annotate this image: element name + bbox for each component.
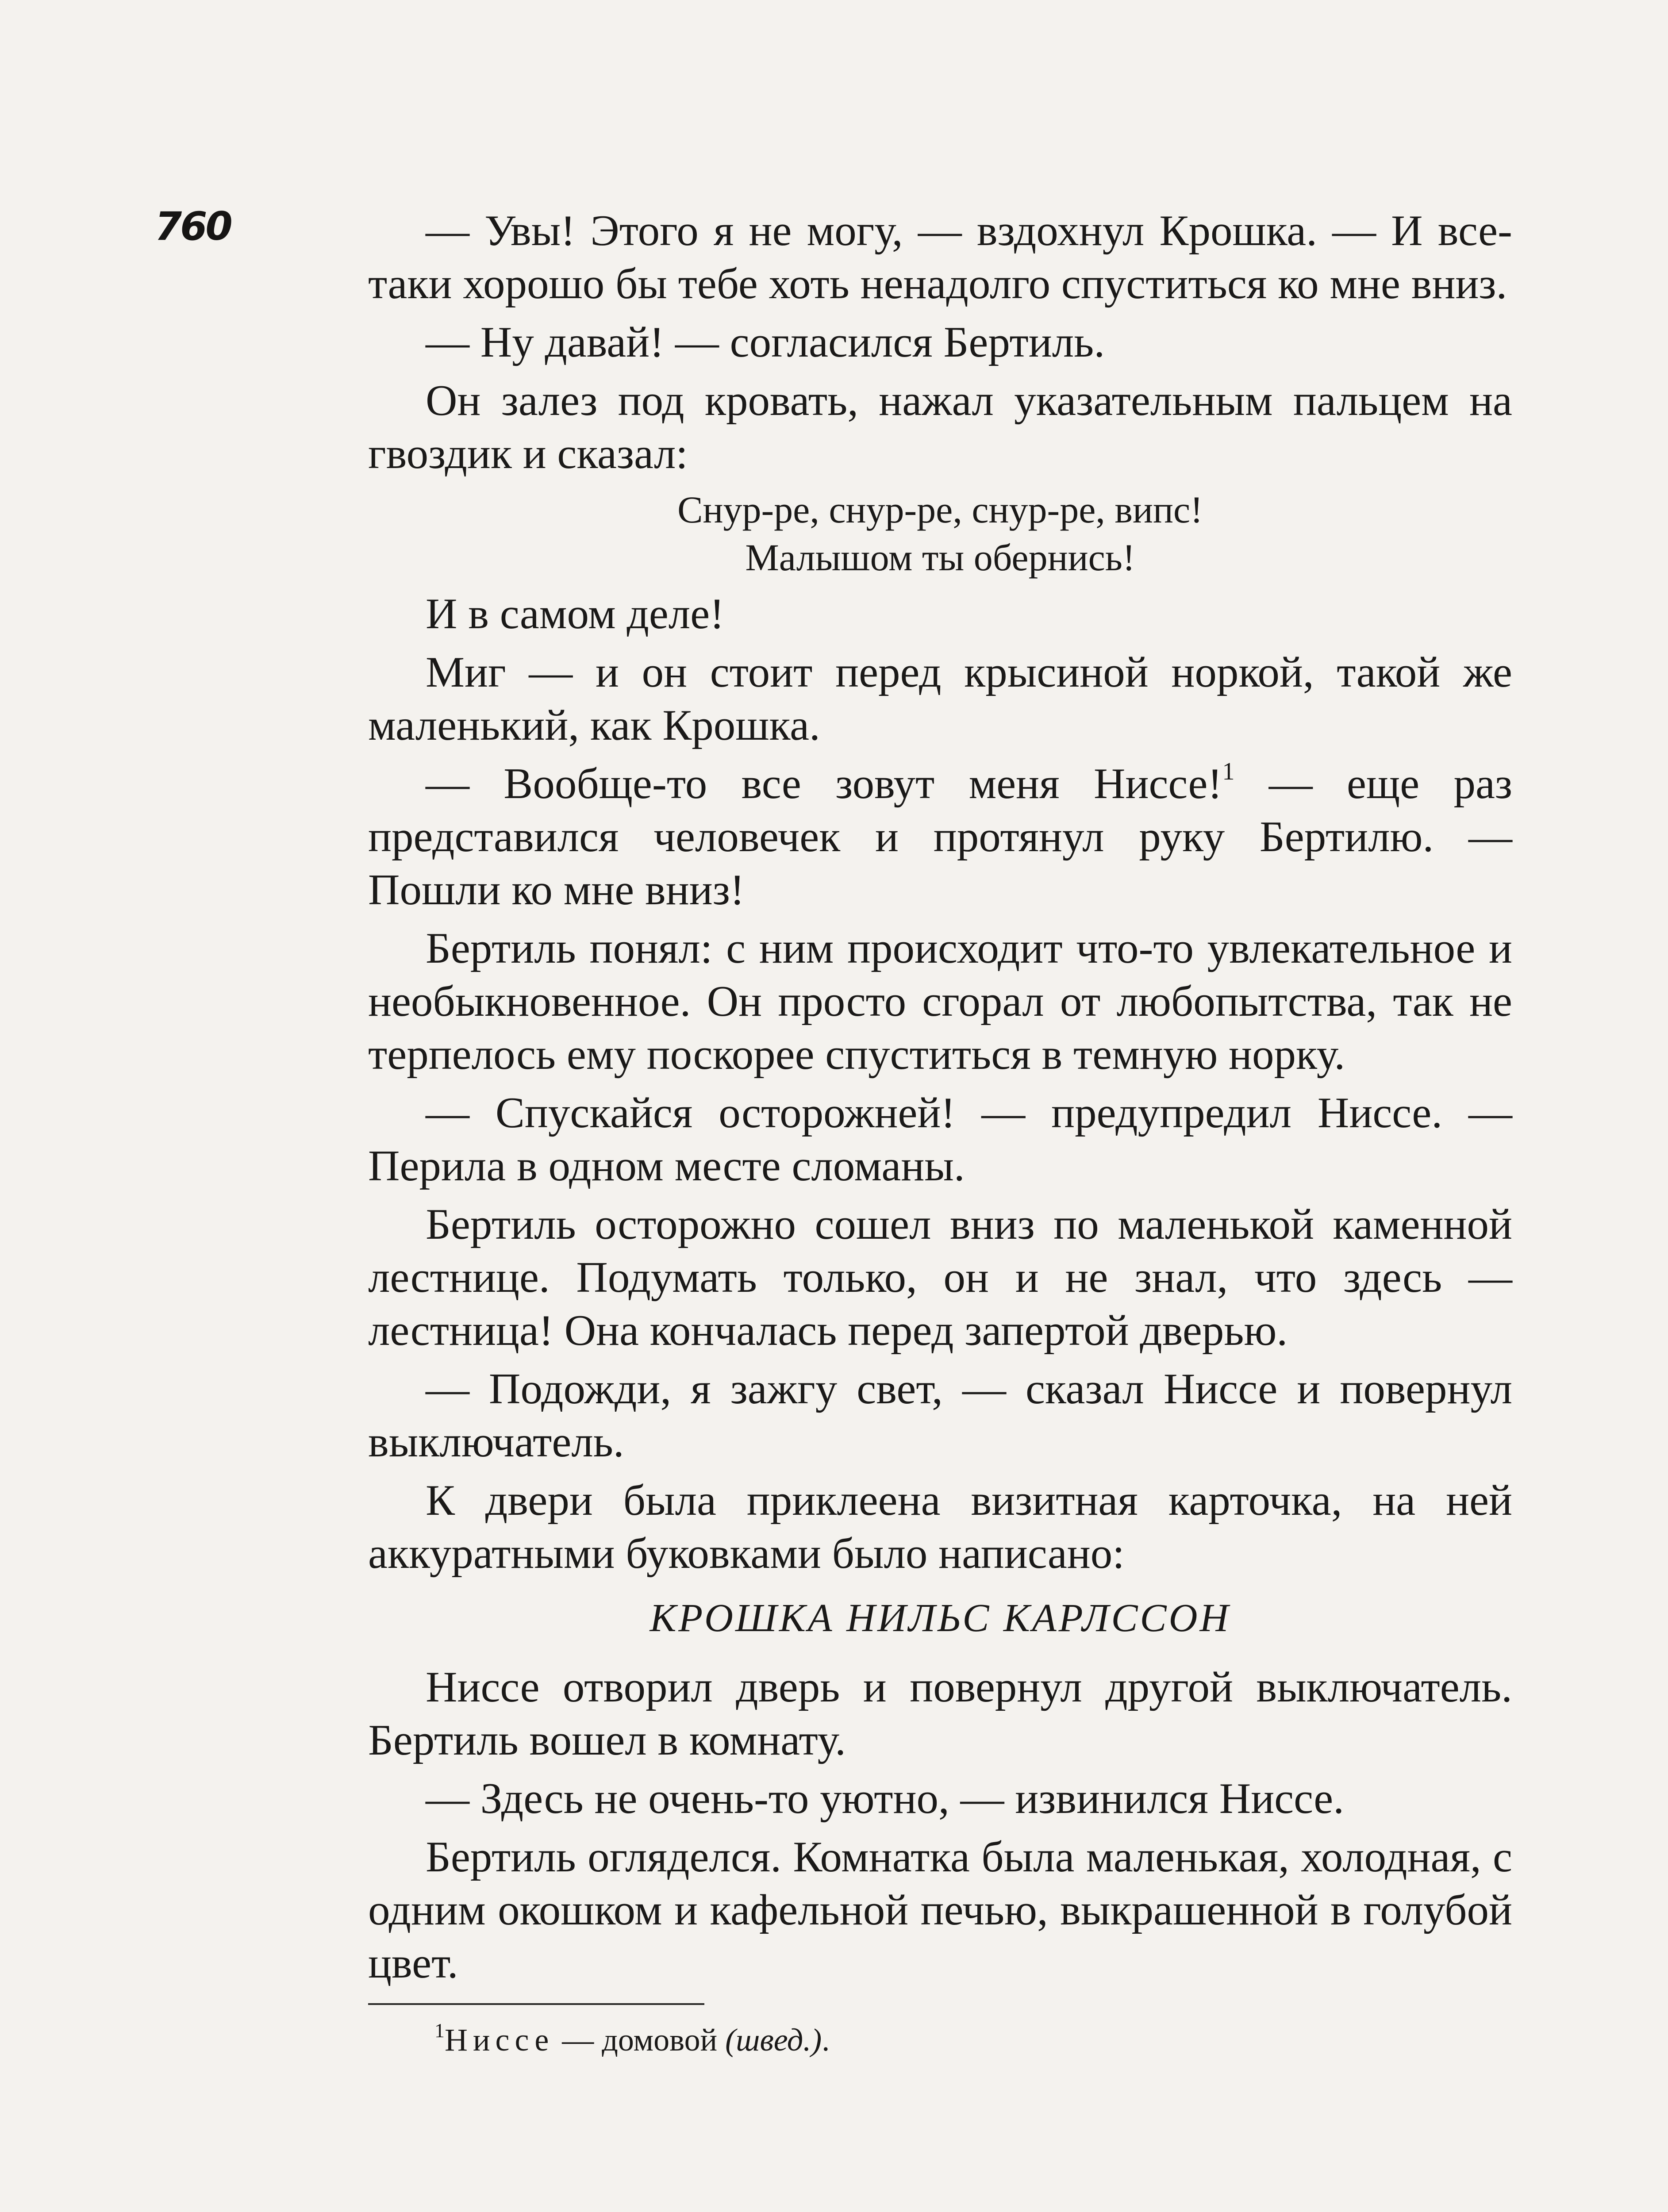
paragraph: Бертиль огляделся. Комнатка была маленькая, холодная, с одним окошком и кафельной печью, выкрашенной в голубой цвет. — [368, 1833, 1512, 1987]
paragraph: Бертиль осторожно сошел вниз по маленькой каменной лестнице. Подумать только, он и не знал, что здесь — лестница! Она кончалась перед запертой дверью. — [368, 1200, 1512, 1355]
page-number: 760 — [155, 204, 231, 249]
paragraph: — Спускайся осторожней! — предупредил Ниссе. — Перила в одном месте сломаны. — [368, 1089, 1512, 1190]
paragraph: К двери была приклеена визитная карточка, на ней аккуратными буковками было написано: — [368, 1476, 1512, 1578]
paragraph: И в самом деле! — [426, 590, 725, 638]
paragraph: — Ну давай! — согласился Бертиль. — [426, 318, 1105, 366]
paragraph-nisse-intro — [368, 757, 1512, 917]
verse-line: Малышом ты обернись! — [745, 536, 1135, 579]
paragraph: Ниссе отворил дверь и повернул другой выключатель. Бертиль вошел в комнату. — [368, 1663, 1512, 1764]
footnote-mark: 1 — [434, 2019, 445, 2042]
paragraph: — Увы! Этого я не могу, — вздохнул Крошка. — И все-таки хорошо бы тебе хоть ненадолго спуститься ко мне вниз. — [368, 207, 1512, 308]
paragraph: Бертиль понял: с ним происходит что-то увлекательное и необыкновенное. Он просто сгорал от любопытства, так не терпелось ему поскорее спуститься в темную норку. — [368, 924, 1512, 1079]
visiting-card-heading: КРОШКА НИЛЬС КАРЛССОН — [650, 1596, 1231, 1640]
verse-line: Снур-ре, снур-ре, снур-ре, випс! — [677, 488, 1203, 531]
nisse-intro-before: — Вообще-то все зовут меня Ниссе! — [426, 760, 1222, 808]
paragraph: — Подожди, я зажгу свет, — сказал Ниссе и повернул выключатель. — [368, 1365, 1512, 1466]
footnote — [368, 2020, 1512, 2060]
footnote-divider — [368, 2003, 704, 2005]
paragraph: Он залез под кровать, нажал указательным пальцем на гвоздик и сказал: — [368, 376, 1512, 478]
footnote-reference[interactable]: 1 — [1222, 758, 1235, 785]
main-text — [368, 204, 1512, 2060]
footnote-text: — домовой — [554, 2022, 726, 2058]
footnote-source: (швед.) — [725, 2022, 822, 2058]
paragraph: — Здесь не очень-то уютно, — извинился Ниссе. — [426, 1774, 1344, 1823]
verse-spell — [368, 486, 1512, 581]
footnote-term: Ниссе — [445, 2022, 554, 2058]
nisse-intro-after: — еще раз представился человечек и протянул руку Бертилю. — Пошли ко мне вниз! — [368, 760, 1512, 914]
paragraph: Миг — и он стоит перед крысиной норкой, такой же маленький, как Крошка. — [368, 648, 1512, 749]
footnote-end: . — [822, 2022, 830, 2058]
